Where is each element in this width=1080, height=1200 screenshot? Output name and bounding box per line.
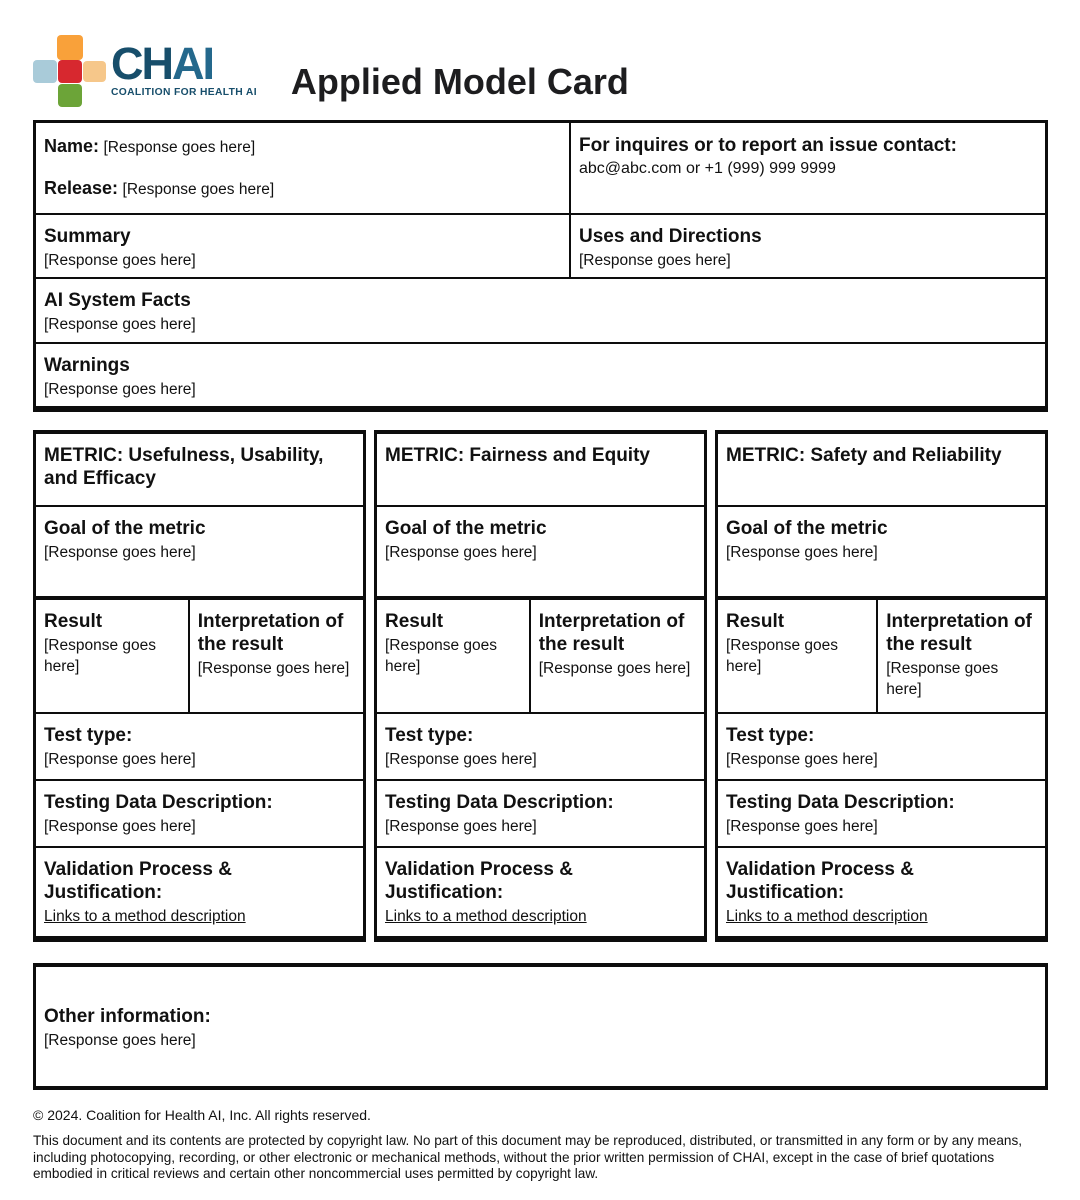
validation-label: Validation Process & Justification: <box>385 859 573 904</box>
validation-cell <box>377 846 704 936</box>
method-description-link[interactable]: Links to a method description <box>726 908 928 926</box>
logo-block-left <box>33 60 57 83</box>
validation-cell <box>36 846 363 936</box>
name-value-placeholder: [Response goes here] <box>103 139 256 156</box>
validation-cell <box>718 846 1045 936</box>
contact-cell <box>571 123 1045 213</box>
interpretation-label: Interpretation of the result <box>886 611 1032 656</box>
summary-label: Summary <box>44 226 131 247</box>
goal-cell <box>36 505 363 596</box>
release-value-placeholder: [Response goes here] <box>122 181 275 198</box>
testing-data-placeholder: [Response goes here] <box>44 818 196 836</box>
brand-tagline: COALITION FOR HEALTH AI <box>111 87 257 98</box>
metric-title: METRIC: Safety and Reliability <box>726 445 1002 466</box>
testing-data-placeholder: [Response goes here] <box>726 818 878 836</box>
summary-uses-row <box>36 213 1045 277</box>
result-cell <box>718 600 878 712</box>
name-label: Name: <box>44 136 100 156</box>
ai-system-facts-cell <box>36 277 1045 342</box>
interpretation-label: Interpretation of the result <box>538 611 685 656</box>
goal-label: Goal of the metric <box>385 518 547 539</box>
interpretation-cell <box>878 600 1045 712</box>
goal-cell <box>718 505 1045 596</box>
test-type-cell <box>718 712 1045 779</box>
result-label: Result <box>726 611 785 632</box>
uses-label: Uses and Directions <box>579 226 762 247</box>
other-information-cell <box>33 963 1048 1090</box>
ai-system-facts-placeholder: [Response goes here] <box>44 316 196 334</box>
result-placeholder: [Response goes here] <box>385 637 498 676</box>
info-table <box>33 120 1048 412</box>
testing-data-cell <box>36 779 363 846</box>
goal-label: Goal of the metric <box>44 518 206 539</box>
result-label: Result <box>44 611 103 632</box>
brand-text <box>111 38 257 89</box>
testing-data-label: Testing Data Description: <box>726 792 955 813</box>
name-release-row <box>36 123 1045 213</box>
interpretation-placeholder: [Response goes here] <box>886 660 999 699</box>
page-title: Applied Model Card <box>290 61 629 102</box>
metric-card-safety <box>715 430 1048 942</box>
summary-placeholder: [Response goes here] <box>44 252 196 270</box>
brand-text-ai: AI <box>172 38 213 89</box>
logo-block-top <box>57 35 83 60</box>
result-label: Result <box>385 611 444 632</box>
warnings-label: Warnings <box>44 355 130 376</box>
goal-placeholder: [Response goes here] <box>385 544 537 562</box>
validation-label: Validation Process & Justification: <box>726 859 914 904</box>
metric-title: METRIC: Usefulness, Usability, and Efficacy <box>44 445 324 490</box>
release-label: Release: <box>44 178 119 198</box>
metric-card-usefulness <box>33 430 366 942</box>
test-type-label: Test type: <box>726 725 815 746</box>
name-line <box>44 133 561 157</box>
chai-logo-icon <box>33 35 105 105</box>
validation-label: Validation Process & Justification: <box>44 859 232 904</box>
release-line <box>44 178 561 199</box>
metric-cards <box>33 430 1048 942</box>
method-description-link[interactable]: Links to a method description <box>385 908 587 926</box>
testing-data-label: Testing Data Description: <box>385 792 614 813</box>
contact-value: abc@abc.com or +1 (999) 999 9999 <box>579 160 836 177</box>
ai-system-facts-label: AI System Facts <box>44 290 191 311</box>
contact-label: For inquires or to report an issue contact: <box>579 135 957 156</box>
uses-placeholder: [Response goes here] <box>579 252 731 270</box>
test-type-label: Test type: <box>385 725 474 746</box>
metric-title: METRIC: Fairness and Equity <box>385 445 650 466</box>
goal-placeholder: [Response goes here] <box>726 544 878 562</box>
test-type-placeholder: [Response goes here] <box>44 751 196 769</box>
test-type-cell <box>36 712 363 779</box>
logo-block-center <box>58 60 82 83</box>
testing-data-label: Testing Data Description: <box>44 792 273 813</box>
interpretation-placeholder: [Response goes here] <box>538 660 691 678</box>
result-row <box>718 596 1045 712</box>
test-type-label: Test type: <box>44 725 133 746</box>
result-placeholder: [Response goes here] <box>726 637 839 676</box>
legal-paragraph: This document and its contents are protected by copyright law. No part of this document may be reproduced, distributed, or transmitted in any form or by any means, including photocopying, recording, or other electronic or mechanical methods, without the prior written permission of CHAI, except in the case of brief quotations embodied in critical reviews and certain other noncommercial uses permitted by copyright law. <box>33 1133 1023 1182</box>
result-placeholder: [Response goes here] <box>44 637 157 676</box>
warnings-placeholder: [Response goes here] <box>44 381 196 399</box>
goal-label: Goal of the metric <box>726 518 888 539</box>
goal-placeholder: [Response goes here] <box>44 544 196 562</box>
test-type-cell <box>377 712 704 779</box>
page-header <box>33 0 1048 107</box>
result-row <box>36 596 363 712</box>
interpretation-cell <box>190 600 363 712</box>
page-footer <box>33 1107 1048 1183</box>
interpretation-label: Interpretation of the result <box>197 611 344 656</box>
copyright-line: © 2024. Coalition for Health AI, Inc. All rights reserved. <box>33 1107 371 1123</box>
other-information-placeholder: [Response goes here] <box>44 1032 196 1050</box>
testing-data-cell <box>377 779 704 846</box>
metric-card-fairness <box>374 430 707 942</box>
result-cell <box>377 600 531 712</box>
brand-text-ch: CH <box>111 38 172 89</box>
other-information-label: Other information: <box>44 1006 211 1027</box>
logo-block-right <box>83 61 106 82</box>
test-type-placeholder: [Response goes here] <box>726 751 878 769</box>
testing-data-cell <box>718 779 1045 846</box>
interpretation-placeholder: [Response goes here] <box>197 660 350 678</box>
summary-cell <box>36 215 571 277</box>
chai-wordmark <box>111 35 257 98</box>
testing-data-placeholder: [Response goes here] <box>385 818 537 836</box>
name-release-cell <box>36 123 571 213</box>
warnings-cell <box>36 342 1045 406</box>
uses-cell <box>571 215 1045 277</box>
test-type-placeholder: [Response goes here] <box>385 751 537 769</box>
interpretation-cell <box>531 600 704 712</box>
logo-block-bottom <box>58 84 82 107</box>
result-row <box>377 596 704 712</box>
result-cell <box>36 600 190 712</box>
goal-cell <box>377 505 704 596</box>
method-description-link[interactable]: Links to a method description <box>44 908 246 926</box>
